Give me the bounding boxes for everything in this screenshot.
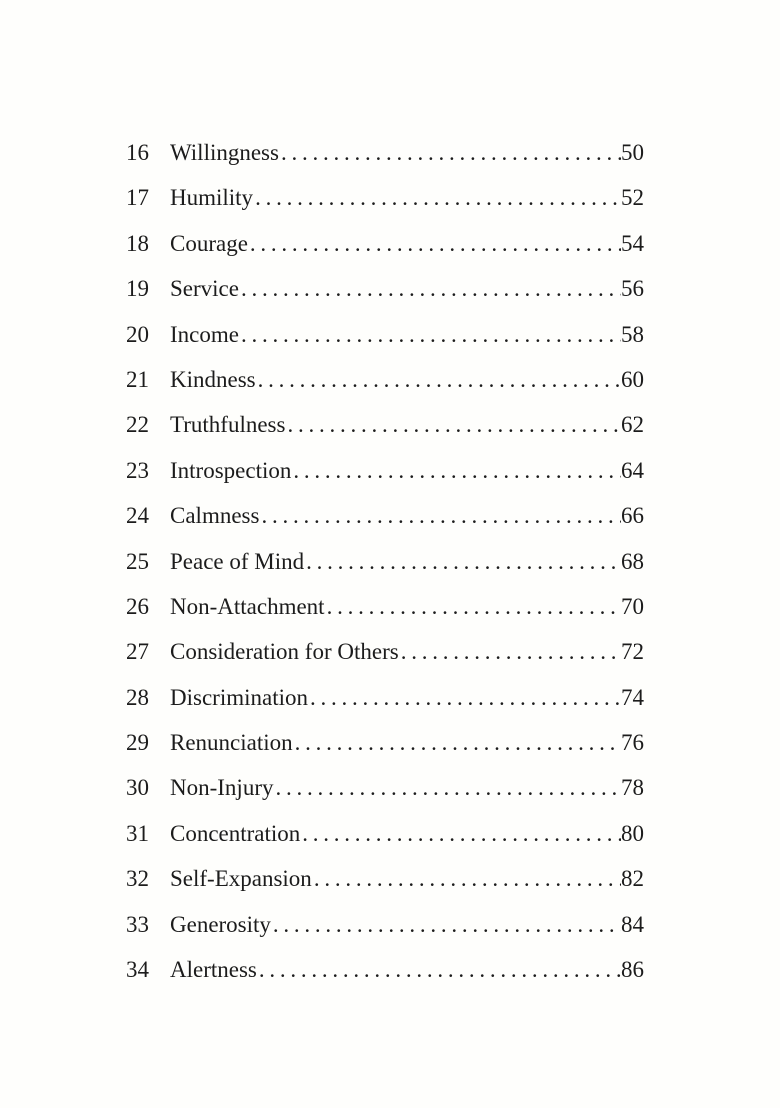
- chapter-title: Non-Injury: [170, 775, 274, 801]
- chapter-number: 26: [126, 593, 149, 619]
- dot-leader: [239, 272, 621, 306]
- dot-leader: [325, 590, 621, 624]
- page-number: 70: [621, 593, 644, 619]
- dot-leader: [308, 681, 621, 715]
- page-number: 54: [621, 230, 644, 256]
- dot-leader: [271, 908, 621, 942]
- page-number: 80: [621, 820, 644, 846]
- dot-leader: [293, 726, 621, 760]
- chapter-number: 34: [126, 957, 149, 983]
- toc-entry: [126, 771, 644, 816]
- chapter-title: Willingness: [170, 140, 279, 165]
- page-number: 50: [621, 140, 644, 165]
- chapter-title: Courage: [170, 230, 248, 256]
- toc-entry: [126, 635, 644, 680]
- page-number: 82: [621, 866, 644, 892]
- page-number: 64: [621, 457, 644, 483]
- chapter-number: 18: [126, 230, 149, 256]
- dot-leader: [253, 181, 621, 215]
- toc-entry: [126, 136, 644, 181]
- chapter-title: Service: [170, 276, 239, 302]
- chapter-number: 25: [126, 548, 149, 574]
- chapter-title: Consideration for Others: [170, 639, 399, 665]
- toc-entry: [126, 408, 644, 453]
- toc-entry: [126, 817, 644, 862]
- dot-leader: [279, 136, 621, 170]
- dot-leader: [312, 862, 621, 896]
- toc-entry: [126, 726, 644, 771]
- dot-leader: [259, 499, 621, 533]
- chapter-number: 22: [126, 412, 149, 438]
- toc-entry: [126, 545, 644, 590]
- dot-leader: [273, 771, 621, 805]
- chapter-title: Humility: [170, 185, 254, 211]
- chapter-number: 17: [126, 185, 149, 211]
- dot-leader: [291, 454, 621, 488]
- chapter-number: 24: [126, 503, 149, 529]
- page-number: 72: [621, 639, 644, 665]
- chapter-title: Discrimination: [170, 684, 308, 710]
- chapter-title: Alertness: [170, 957, 257, 983]
- page-number: 76: [621, 730, 644, 756]
- dot-leader: [304, 545, 621, 579]
- dot-leader: [300, 817, 621, 851]
- chapter-title: Peace of Mind: [170, 548, 305, 574]
- chapter-number: 32: [126, 866, 149, 892]
- chapter-number: 28: [126, 684, 149, 710]
- page-number: 52: [621, 185, 644, 211]
- toc-entry: [126, 681, 644, 726]
- chapter-title: Income: [170, 321, 239, 347]
- dot-leader: [239, 318, 621, 352]
- dot-leader: [257, 953, 621, 987]
- chapter-title: Kindness: [170, 366, 256, 392]
- chapter-title: Generosity: [170, 911, 271, 937]
- chapter-number: 16: [126, 140, 149, 165]
- page-number: 62: [621, 412, 644, 438]
- page-number: 66: [621, 503, 644, 529]
- toc-entry: [126, 363, 644, 408]
- dot-leader: [285, 408, 621, 442]
- toc-entry: [126, 590, 644, 635]
- chapter-number: 33: [126, 911, 149, 937]
- toc-entry: [126, 181, 644, 226]
- toc-entry: [126, 953, 644, 998]
- page-number: 56: [621, 276, 644, 302]
- page-number: 68: [621, 548, 644, 574]
- toc-entry: [126, 908, 644, 953]
- page-number: 84: [621, 911, 644, 937]
- toc-entry: [126, 862, 644, 907]
- page-number: 86: [621, 957, 644, 983]
- page-number: 58: [621, 321, 644, 347]
- dot-leader: [399, 635, 621, 669]
- chapter-title: Truthfulness: [170, 412, 286, 438]
- chapter-number: 20: [126, 321, 149, 347]
- toc-entry: [126, 227, 644, 272]
- chapter-number: 19: [126, 276, 149, 302]
- chapter-number: 29: [126, 730, 149, 756]
- chapter-title: Non-Attachment: [170, 593, 325, 619]
- dot-leader: [248, 227, 621, 261]
- toc-entry: [126, 454, 644, 499]
- table-of-contents: [126, 136, 644, 998]
- page-number: 60: [621, 366, 644, 392]
- toc-entry: [126, 272, 644, 317]
- chapter-number: 30: [126, 775, 149, 801]
- chapter-title: Calmness: [170, 503, 260, 529]
- page-number: 78: [621, 775, 644, 801]
- toc-entry: [126, 499, 644, 544]
- chapter-number: 31: [126, 820, 149, 846]
- chapter-title: Concentration: [170, 820, 301, 846]
- dot-leader: [256, 363, 621, 397]
- chapter-number: 27: [126, 639, 149, 665]
- page-number: 74: [621, 684, 644, 710]
- toc-entry: [126, 318, 644, 363]
- chapter-title: Introspection: [170, 457, 292, 483]
- chapter-title: Self-Expansion: [170, 866, 312, 892]
- chapter-number: 23: [126, 457, 149, 483]
- chapter-number: 21: [126, 366, 149, 392]
- chapter-title: Renunciation: [170, 730, 293, 756]
